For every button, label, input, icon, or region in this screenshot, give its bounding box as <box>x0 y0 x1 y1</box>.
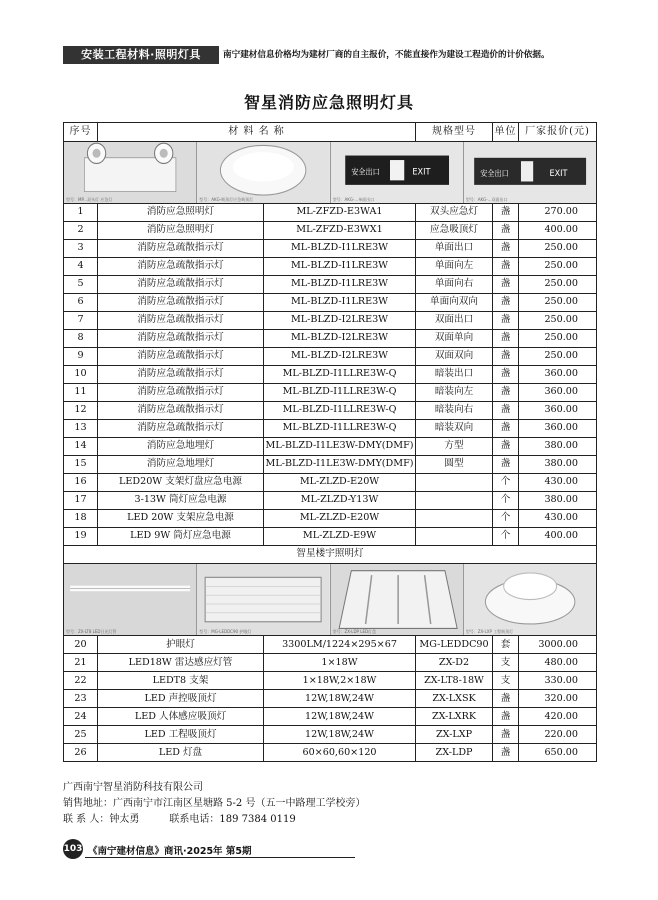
cell-unit: 盏 <box>493 401 519 419</box>
product-image-row <box>64 142 597 204</box>
cell-unit: 支 <box>493 654 519 672</box>
table-row <box>64 329 597 347</box>
page-number: 103 <box>63 839 83 859</box>
table-row <box>64 527 597 545</box>
cell-spec: 暗装向右 <box>416 401 493 419</box>
cell-spec: 方型 <box>416 437 493 455</box>
table-row <box>64 365 597 383</box>
cell-spec <box>416 527 493 545</box>
cell-unit: 盏 <box>493 437 519 455</box>
emergency-twin-head-light-image <box>64 142 197 203</box>
cell-name: 消防应急疏散指示灯 <box>98 419 264 437</box>
cell-unit: 盏 <box>493 726 519 744</box>
table-row <box>64 383 597 401</box>
cell-price: 380.00 <box>519 437 597 455</box>
cell-name: 消防应急照明灯 <box>98 203 264 221</box>
cell-price: 250.00 <box>519 347 597 365</box>
table-row <box>64 455 597 473</box>
product-image-row <box>64 563 597 635</box>
cell-price: 360.00 <box>519 383 597 401</box>
cell-price: 270.00 <box>519 203 597 221</box>
cell-name: 消防应急疏散指示灯 <box>98 293 264 311</box>
cell-unit: 盏 <box>493 221 519 239</box>
col-header-unit: 单位 <box>493 123 519 142</box>
image-caption: 型号：ZX-LT8 LED日光灯管 <box>66 629 117 635</box>
journal-name: 《南宁建材信息》商讯·2025年 第5期 <box>88 846 252 857</box>
table-row <box>64 690 597 708</box>
cell-model: 12W,18W,24W <box>264 690 416 708</box>
cell-unit: 盏 <box>493 329 519 347</box>
cell-name: LED 人体感应吸顶灯 <box>98 708 264 726</box>
svg-text:EXIT: EXIT <box>411 167 430 178</box>
cell-unit: 套 <box>493 636 519 654</box>
cell-no: 26 <box>64 744 98 762</box>
contact-info: 联 系 人：钟太勇 联系电话：189 7384 0119 <box>63 814 296 825</box>
cell-no: 1 <box>64 203 98 221</box>
cell-price: 360.00 <box>519 365 597 383</box>
double-exit-sign-image <box>464 142 596 203</box>
table-row <box>64 275 597 293</box>
cell-model: ML-BLZD-I2LRE3W <box>264 347 416 365</box>
cell-price: 250.00 <box>519 275 597 293</box>
cell-price: 330.00 <box>519 672 597 690</box>
cell-no: 12 <box>64 401 98 419</box>
cell-model: ML-BLZD-I1LRE3W <box>264 275 416 293</box>
table-row <box>64 636 597 654</box>
cell-name: LED18W 雷达感应灯管 <box>98 654 264 672</box>
svg-text:EXIT: EXIT <box>549 168 568 179</box>
cell-model: ML-BLZD-I1LLRE3W-Q <box>264 383 416 401</box>
cell-name: 消防应急疏散指示灯 <box>98 401 264 419</box>
col-header-no: 序号 <box>64 123 98 142</box>
cell-no: 20 <box>64 636 98 654</box>
cell-spec: ZX-LXRK <box>416 708 493 726</box>
cell-model: ML-ZFZD-E3WX1 <box>264 221 416 239</box>
cell-no: 23 <box>64 690 98 708</box>
cell-model: 1×18W <box>264 654 416 672</box>
company-name: 广西南宁智星消防科技有限公司 <box>63 782 203 793</box>
cell-model: ML-ZLZD-E20W <box>264 473 416 491</box>
cell-spec <box>416 491 493 509</box>
cell-unit: 盏 <box>493 275 519 293</box>
cell-name: 消防应急疏散指示灯 <box>98 383 264 401</box>
cell-name: 3-13W 筒灯应急电源 <box>98 491 264 509</box>
led-panel-image <box>331 564 464 635</box>
image-caption: 型号：AKG-吸顶灯应急吸顶灯 <box>199 196 254 202</box>
cell-unit: 个 <box>493 491 519 509</box>
eye-protection-lamp-image <box>197 564 330 635</box>
cell-model: ML-ZLZD-Y13W <box>264 491 416 509</box>
cell-name: LED 9W 筒灯应急电源 <box>98 527 264 545</box>
cell-spec: 双面双向 <box>416 347 493 365</box>
cell-model: 3300LM/1224×295×67 <box>264 636 416 654</box>
table-row <box>64 347 597 365</box>
cell-model: ML-BLZD-I1LE3W-DMY(DMF) <box>264 437 416 455</box>
cell-price: 430.00 <box>519 473 597 491</box>
cell-name: 消防应急疏散指示灯 <box>98 347 264 365</box>
cell-spec: 单面向右 <box>416 275 493 293</box>
cell-spec: 双面单向 <box>416 329 493 347</box>
table-row <box>64 221 597 239</box>
cell-model: ML-ZLZD-E20W <box>264 509 416 527</box>
cell-no: 21 <box>64 654 98 672</box>
cell-no: 10 <box>64 365 98 383</box>
cell-price: 250.00 <box>519 329 597 347</box>
table-row <box>64 401 597 419</box>
led-tube-image <box>64 564 197 635</box>
col-header-name: 材 料 名 称 <box>98 123 416 142</box>
cell-spec: 单面向左 <box>416 257 493 275</box>
engineering-ceiling-light-image <box>464 564 596 635</box>
cell-name: LED 20W 支架应急电源 <box>98 509 264 527</box>
price-table <box>63 122 597 762</box>
cell-name: 消防应急疏散指示灯 <box>98 257 264 275</box>
cell-no: 15 <box>64 455 98 473</box>
table-row <box>64 257 597 275</box>
section-title: 智星楼宇照明灯 <box>64 545 597 563</box>
cell-name: 消防应急疏散指示灯 <box>98 275 264 293</box>
cell-price: 3000.00 <box>519 636 597 654</box>
cell-model: 12W,18W,24W <box>264 726 416 744</box>
table-row <box>64 293 597 311</box>
cell-no: 19 <box>64 527 98 545</box>
cell-spec: 暗装向左 <box>416 383 493 401</box>
cell-price: 380.00 <box>519 491 597 509</box>
ceiling-emergency-light-image <box>197 142 330 203</box>
cell-spec: ZX-LXP <box>416 726 493 744</box>
cell-no: 2 <box>64 221 98 239</box>
cell-unit: 盏 <box>493 347 519 365</box>
cell-unit: 盏 <box>493 203 519 221</box>
cell-unit: 盏 <box>493 383 519 401</box>
cell-spec: 暗装出口 <box>416 365 493 383</box>
cell-price: 420.00 <box>519 708 597 726</box>
svg-text:安全出口: 安全出口 <box>350 167 380 177</box>
table-row <box>64 654 597 672</box>
cell-no: 11 <box>64 383 98 401</box>
cell-model: 60×60,60×120 <box>264 744 416 762</box>
cell-spec: ZX-LXSK <box>416 690 493 708</box>
cell-price: 220.00 <box>519 726 597 744</box>
cell-model: ML-BLZD-I1LRE3W <box>264 239 416 257</box>
table-row <box>64 726 597 744</box>
section-tag: 安装工程材料·照明灯具 <box>63 46 219 64</box>
cell-no: 18 <box>64 509 98 527</box>
table-row <box>64 672 597 690</box>
cell-unit: 盏 <box>493 455 519 473</box>
cell-name: 消防应急照明灯 <box>98 221 264 239</box>
cell-spec: ZX-LT8-18W <box>416 672 493 690</box>
cell-name: 消防应急疏散指示灯 <box>98 329 264 347</box>
table-row <box>64 509 597 527</box>
page-title: 智星消防应急照明灯具 <box>243 93 414 112</box>
cell-model: 1×18W,2×18W <box>264 672 416 690</box>
cell-name: 消防应急地埋灯 <box>98 455 264 473</box>
single-exit-sign-image <box>331 142 464 203</box>
cell-no: 22 <box>64 672 98 690</box>
section-header-row <box>64 545 597 563</box>
image-caption: 型号：ZX-LXP 工程吸顶灯 <box>465 629 514 635</box>
price-notice: 南宁建材信息价格均为建材厂商的自主报价，不能直接作为建设工程造价的计价依据。 <box>223 50 550 60</box>
cell-price: 400.00 <box>519 527 597 545</box>
cell-model: ML-BLZD-I2LRE3W <box>264 329 416 347</box>
table-row <box>64 311 597 329</box>
cell-spec: 双头应急灯 <box>416 203 493 221</box>
table-row <box>64 744 597 762</box>
cell-price: 650.00 <box>519 744 597 762</box>
cell-price: 250.00 <box>519 239 597 257</box>
cell-model: ML-BLZD-I2LRE3W <box>264 311 416 329</box>
cell-price: 250.00 <box>519 257 597 275</box>
image-caption: 型号：MP...双头灯 应急灯 <box>66 196 113 202</box>
cell-spec: MG-LEDDC90 <box>416 636 493 654</box>
cell-no: 24 <box>64 708 98 726</box>
table-row <box>64 491 597 509</box>
cell-no: 17 <box>64 491 98 509</box>
cell-name: 护眼灯 <box>98 636 264 654</box>
cell-spec: ZX-LDP <box>416 744 493 762</box>
cell-model: ML-BLZD-I1LRE3W <box>264 293 416 311</box>
svg-text:安全出口: 安全出口 <box>480 168 509 178</box>
cell-no: 7 <box>64 311 98 329</box>
cell-no: 8 <box>64 329 98 347</box>
image-caption: 型号：AKG-...单面出口 <box>332 196 375 202</box>
cell-model: ML-ZLZD-E9W <box>264 527 416 545</box>
cell-no: 16 <box>64 473 98 491</box>
cell-model: ML-BLZD-I1LE3W-DMY(DMF) <box>264 455 416 473</box>
page-header <box>63 46 596 64</box>
cell-no: 4 <box>64 257 98 275</box>
cell-unit: 盏 <box>493 419 519 437</box>
cell-no: 14 <box>64 437 98 455</box>
cell-price: 480.00 <box>519 654 597 672</box>
cell-name: 消防应急地埋灯 <box>98 437 264 455</box>
image-caption: 型号：AKG-...双面出口 <box>465 196 508 202</box>
table-row <box>64 473 597 491</box>
table-row <box>64 203 597 221</box>
cell-spec: 圆型 <box>416 455 493 473</box>
cell-name: 消防应急疏散指示灯 <box>98 365 264 383</box>
cell-no: 3 <box>64 239 98 257</box>
col-header-spec: 规格型号 <box>416 123 493 142</box>
cell-unit: 盏 <box>493 365 519 383</box>
cell-unit: 盏 <box>493 239 519 257</box>
cell-name: LED 灯盘 <box>98 744 264 762</box>
table-row <box>64 239 597 257</box>
cell-spec: 单面出口 <box>416 239 493 257</box>
cell-unit: 盏 <box>493 293 519 311</box>
cell-price: 360.00 <box>519 401 597 419</box>
cell-model: 12W,18W,24W <box>264 708 416 726</box>
cell-price: 430.00 <box>519 509 597 527</box>
cell-model: ML-BLZD-I1LRE3W <box>264 257 416 275</box>
cell-unit: 个 <box>493 527 519 545</box>
cell-price: 320.00 <box>519 690 597 708</box>
cell-no: 25 <box>64 726 98 744</box>
cell-unit: 盏 <box>493 744 519 762</box>
cell-no: 13 <box>64 419 98 437</box>
cell-price: 250.00 <box>519 293 597 311</box>
cell-spec: ZX-D2 <box>416 654 493 672</box>
table-row <box>64 419 597 437</box>
table-header-row <box>64 123 597 142</box>
cell-spec: 应急吸顶灯 <box>416 221 493 239</box>
cell-name: LED20W 支架灯盘应急电源 <box>98 473 264 491</box>
cell-no: 9 <box>64 347 98 365</box>
table-row <box>64 708 597 726</box>
cell-unit: 盏 <box>493 257 519 275</box>
supplier-info <box>63 780 365 828</box>
sales-address: 销售地址：广西南宁市江南区星塘路 5-2 号（五一中路理工学校旁） <box>63 798 366 809</box>
cell-price: 360.00 <box>519 419 597 437</box>
col-header-price: 厂家报价(元) <box>519 123 597 142</box>
cell-price: 380.00 <box>519 455 597 473</box>
cell-name: 消防应急疏散指示灯 <box>98 239 264 257</box>
cell-spec <box>416 473 493 491</box>
cell-price: 400.00 <box>519 221 597 239</box>
cell-model: ML-BLZD-I1LLRE3W-Q <box>264 401 416 419</box>
cell-unit: 个 <box>493 509 519 527</box>
image-caption: 型号：MG-LEDDC90 护眼灯 <box>199 629 252 635</box>
cell-name: LED 工程吸顶灯 <box>98 726 264 744</box>
cell-name: LEDT8 支架 <box>98 672 264 690</box>
cell-unit: 盏 <box>493 708 519 726</box>
image-caption: 型号：ZX-LDP LED灯盘 <box>332 629 377 635</box>
cell-model: ML-BLZD-I1LLRE3W-Q <box>264 365 416 383</box>
table-row <box>64 437 597 455</box>
cell-spec: 单面向双向 <box>416 293 493 311</box>
cell-unit: 盏 <box>493 690 519 708</box>
journal-rule <box>85 857 355 858</box>
cell-name: 消防应急疏散指示灯 <box>98 311 264 329</box>
cell-unit: 个 <box>493 473 519 491</box>
cell-spec <box>416 509 493 527</box>
cell-no: 6 <box>64 293 98 311</box>
cell-model: ML-BLZD-I1LLRE3W-Q <box>264 419 416 437</box>
cell-spec: 双面出口 <box>416 311 493 329</box>
cell-price: 250.00 <box>519 311 597 329</box>
cell-unit: 盏 <box>493 311 519 329</box>
cell-name: LED 声控吸顶灯 <box>98 690 264 708</box>
cell-unit: 支 <box>493 672 519 690</box>
cell-model: ML-ZFZD-E3WA1 <box>264 203 416 221</box>
cell-no: 5 <box>64 275 98 293</box>
cell-spec: 暗装双向 <box>416 419 493 437</box>
